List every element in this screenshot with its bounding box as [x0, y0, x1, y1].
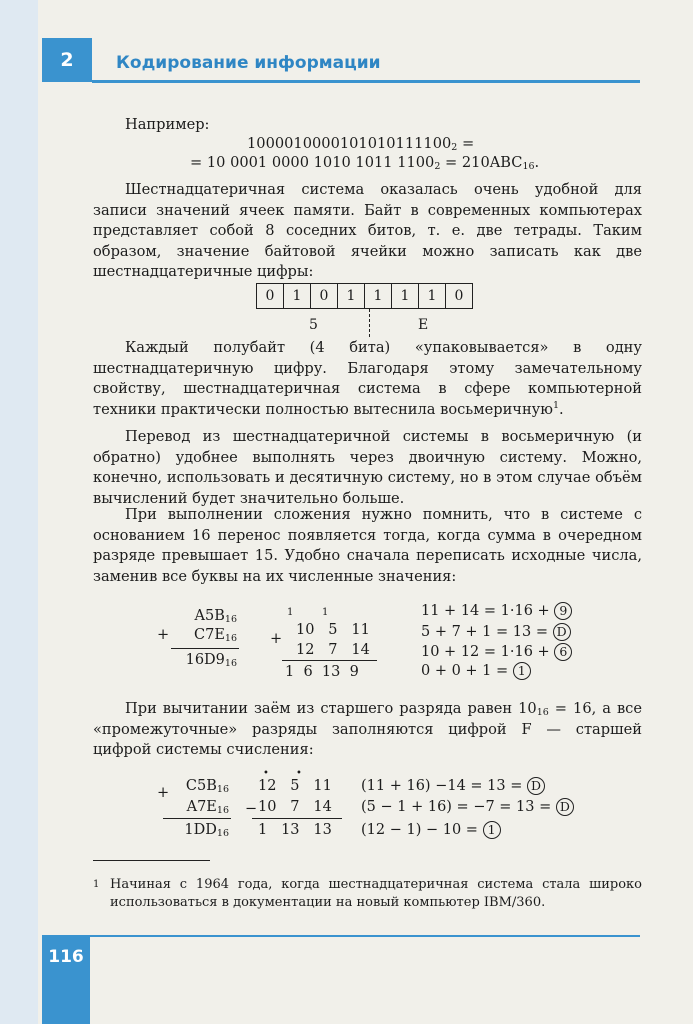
paragraph-conversion: Перевод из шестнадцатеричной системы в восьмеричную (и обратно) удобнее выполнять через двоичную систему. Можно, конечно, использовать и десятичную систему, но в этом случае объём вычислений будет значительно больше. — [93, 428, 642, 507]
page-number: 116 — [42, 935, 90, 1024]
paragraph-addition: При выполнении сложения нужно помнить, что в системе с основанием 16 перенос появляется тогда, когда сумма в очередном разряде превышает 15. Удобно сначала переписать исходные числа, заменив все буквы на их численные значения: — [93, 506, 642, 585]
nibble-divider — [369, 309, 370, 337]
carry-mark: 1 — [287, 607, 294, 618]
circled-digit: D — [527, 777, 545, 795]
header-rule — [92, 80, 640, 83]
subtraction-minus: − — [245, 801, 258, 817]
circled-digit: 1 — [483, 821, 501, 839]
subtraction-step: (5 − 1 + 16) = −7 = 13 = D — [361, 797, 574, 817]
borrow-dot: • — [296, 768, 302, 779]
paragraph-hex-memory: Шестнадцатеричная система оказалась очень удобной для записи значений ячеек памяти. Байт в современных компьютерах представляет собой 8 соседних битов, т. е. две тетрады. Таким образом, значение байтовой ячейки можно записать как две шестнадцатеричные цифры: — [93, 181, 642, 281]
bit-cell: 1 — [418, 284, 445, 308]
addition-result: $16D9_{16}$ — [185, 652, 237, 669]
footnote-mark: 1 — [93, 879, 100, 890]
bit-cell: 0 — [310, 284, 337, 308]
circled-digit: 6 — [554, 643, 572, 661]
bit-cell: 0 — [445, 284, 472, 308]
subtraction-columns-row-2: 10 7 14 — [258, 799, 332, 815]
bit-cell: 1 — [283, 284, 310, 308]
addition-step: 10 + 12 = 1·16 + 6 — [421, 642, 572, 662]
subtraction-plus: + — [157, 785, 170, 801]
chapter-title: Кодирование информации — [116, 53, 381, 73]
addition-operand-1: $A5B_{16}$ — [194, 608, 237, 625]
carry-mark: 1 — [322, 607, 329, 618]
subtraction-step: (12 − 1) − 10 = 1 — [361, 820, 501, 840]
addition-columns-row-2: 12 7 14 — [296, 642, 370, 658]
bit-cell: 0 — [265, 288, 275, 304]
footnote-rule — [93, 860, 210, 861]
byte-cells — [256, 283, 473, 309]
addition-columns-result: 1 6 13 9 — [285, 664, 359, 680]
bit-cell: 1 — [364, 284, 391, 308]
circled-digit: D — [556, 798, 574, 816]
addition-plus: + — [157, 627, 170, 643]
chapter-number: 2 — [42, 38, 92, 82]
bit-cell: 1 — [337, 284, 364, 308]
subtraction-result: $1DD_{16}$ — [184, 822, 229, 839]
equation-line-1: $1000010000101010111100_2$ = — [247, 135, 475, 153]
bit-cell: 1 — [391, 284, 418, 308]
circled-digit: D — [553, 623, 571, 641]
addition-column-plus: + — [270, 631, 283, 647]
footnote — [93, 876, 642, 912]
subtraction-step: (11 + 16) −14 = 13 = D — [361, 776, 545, 796]
footnote-text: Начиная с 1964 года, когда шестнадцатеричная система стала широко использоваться в документации на новый компьютер IBM/360. — [110, 877, 642, 910]
subtraction-columns-row-1: 12 5 11 — [258, 778, 332, 794]
circled-digit: 9 — [554, 602, 572, 620]
equation-line-2: = 10 0001 0000 1010 1011 $1100_2 = 210ABC_{16}$. — [190, 154, 540, 172]
example-label: Например: — [125, 116, 210, 133]
paragraph-subtraction: При вычитании заём из старшего разряда равен $10_{16} = 16$, а все «промежуточные» разряды заполняются цифрой F — старшей цифрой системы счисления: — [93, 700, 642, 759]
hex-digit-high: 5 — [309, 317, 318, 333]
addition-step: 0 + 0 + 1 = 1 — [421, 661, 531, 681]
hex-digit-low: E — [418, 317, 429, 333]
addition-columns-row-1: 10 5 11 — [296, 622, 370, 638]
footer-rule — [90, 935, 640, 937]
subtraction-operand-1: $C5B_{16}$ — [185, 778, 229, 795]
paragraph-nibble: Каждый полубайт (4 бита) «упаковывается» в одну шестнадцатеричную цифру. Благодаря этому замечательному свойству, шестнадцатеричная система в сфере компьютерной техники практически полностью вытеснила восьмеричную$^1$. — [93, 339, 642, 418]
circled-digit: 1 — [513, 662, 531, 680]
subtraction-columns-result: 1 13 13 — [258, 822, 332, 838]
addition-step: 11 + 14 = 1·16 + 9 — [421, 601, 572, 621]
footnote-ref: 1 — [552, 399, 560, 411]
addition-operand-2: $C7E_{16}$ — [194, 627, 237, 644]
page-margin-band — [0, 0, 38, 1024]
subtraction-operand-2: $A7E_{16}$ — [186, 799, 229, 816]
addition-step: 5 + 7 + 1 = 13 = D — [421, 622, 571, 642]
borrow-dot: • — [263, 768, 269, 779]
